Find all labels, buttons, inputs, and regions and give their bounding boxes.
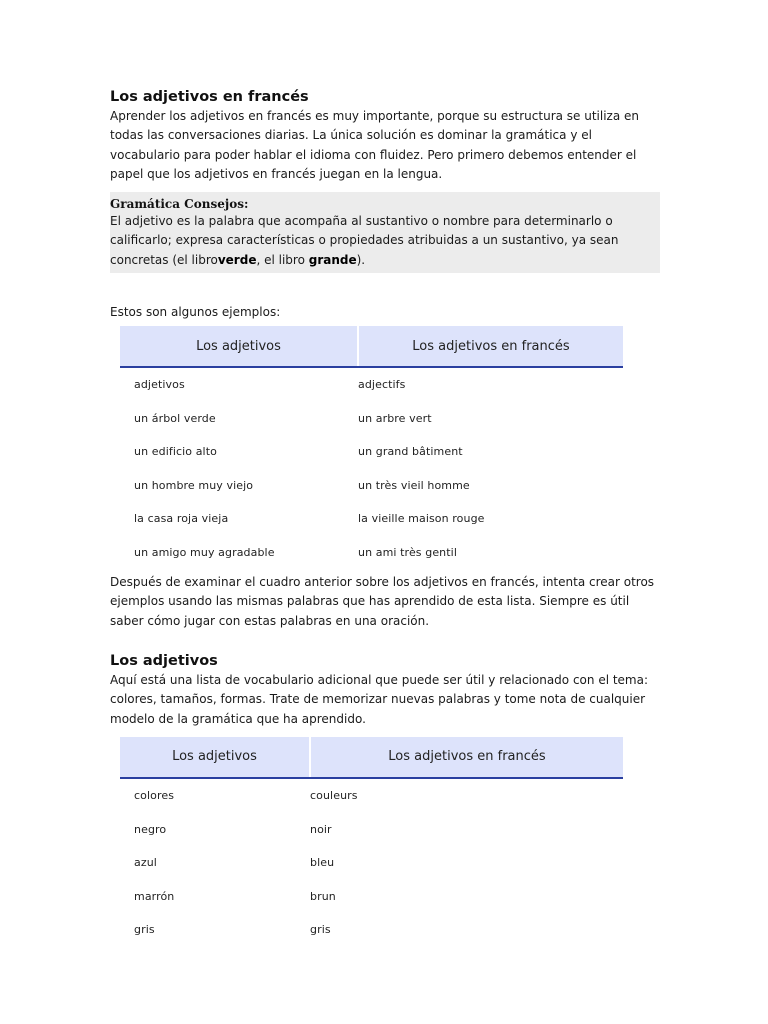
tip-text-start: El adjetivo es la palabra que acompaña al sustantivo o nombre para determinarlo o calificarlo; expresa características o propiedades atribuidas a un sustantivo, ya sean concretas (el libro [110,214,619,267]
document-page [110,88,660,946]
cell-french: couleurs [310,789,358,803]
table-row [120,778,623,813]
cell-spanish: un edificio alto [134,445,217,459]
examples-intro: Estos son algunos ejemplos: [110,305,281,320]
cell-spanish: negro [134,822,167,836]
cell-spanish: azul [134,856,157,870]
table-row [120,402,623,436]
cell-french: adjectifs [358,378,406,392]
vocabulary-table [120,737,623,947]
cell-french: un grand bâtiment [358,445,463,459]
table-row [120,879,623,913]
cell-spanish: un amigo muy agradable [134,545,275,559]
table-row [120,846,623,880]
cell-spanish: un árbol verde [134,411,216,425]
table-header-row [120,737,623,778]
cell-spanish: un hombre muy viejo [134,478,254,492]
vocab-intro-paragraph: Aquí está una lista de vocabulario adicional que puede ser útil y relacionado con el tema: colores, tamaños, formas. Trate de memorizar nuevas palabras y tome nota de cualquier modelo de la gramática que ha aprendido. [110,672,649,726]
examples-table [120,326,623,569]
grammar-tip-title: Gramática Consejos: [110,197,249,212]
cell-french: gris [310,923,331,937]
cell-spanish: marrón [134,889,175,903]
tip-text-end: ). [356,252,366,267]
header-adjetivos-frances: Los adjetivos en francés [358,326,623,367]
cell-spanish: adjetivos [134,378,185,392]
cell-french: brun [310,889,336,903]
table-row [120,913,623,947]
cell-french: la vieille maison rouge [358,512,485,526]
grammar-tip-body [110,212,660,270]
table-row [120,469,623,503]
header-adjetivos-frances: Los adjetivos en francés [310,737,623,778]
table-header-row [120,326,623,367]
cell-french: un ami très gentil [358,545,457,559]
grammar-tip-box [110,192,660,273]
cell-french: un arbre vert [358,411,432,425]
header-los-adjetivos: Los adjetivos [120,326,358,367]
cell-french: noir [310,822,332,836]
table-row [120,502,623,536]
table-row [120,435,623,469]
section-heading-adjetivos-frances: Los adjetivos en francés [110,89,309,105]
cell-spanish: la casa roja vieja [134,512,229,526]
table-row [120,367,623,402]
cell-french: un très vieil homme [358,478,470,492]
cell-spanish: gris [134,923,155,937]
intro-paragraph: Aprender los adjetivos en francés es muy importante, porque su estructura se utiliza en todas las conversaciones diarias. La única solución es dominar la gramática y el vocabulario para poder hablar el idioma con fluidez. Pero primero debemos entender el papel que los adjetivos en francés juegan en la lengua. [110,109,640,181]
tip-bold-grande: grande [308,252,357,267]
table-row [120,812,623,846]
table-row [120,536,623,570]
after-table-paragraph: Después de examinar el cuadro anterior sobre los adjetivos en francés, intenta crear otros ejemplos usando las mismas palabras que has aprendido de esta lista. Siempre es útil saber cómo jugar con estas palabras en una oración. [110,575,655,628]
cell-spanish: colores [134,789,175,803]
header-los-adjetivos: Los adjetivos [120,737,310,778]
cell-french: bleu [310,856,335,870]
section-heading-adjetivos: Los adjetivos [110,652,218,669]
tip-bold-verde: verde [217,252,257,267]
tip-text-middle: , el libro [256,252,309,267]
